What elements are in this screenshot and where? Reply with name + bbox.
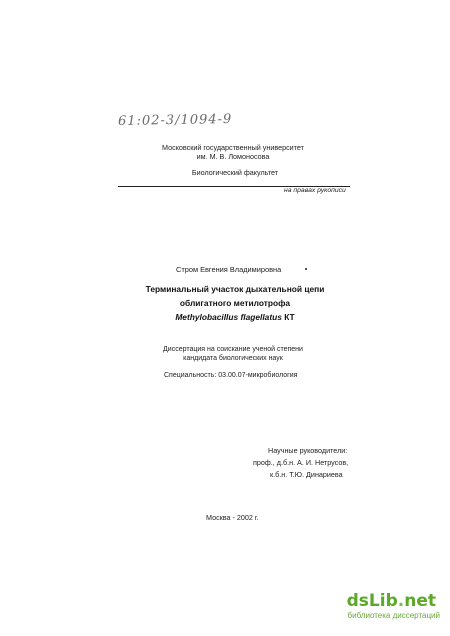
supervisor-2: к.б.н. Т.Ю. Динариева [270, 470, 343, 479]
supervisor-1: проф., д.б.н. А. И. Нетрусов, [253, 458, 349, 467]
logo-tld: net [404, 591, 436, 611]
title-line-2: облигатного метилотрофа [179, 298, 291, 308]
logo-dot: . [397, 591, 405, 611]
title-line-1: Терминальный участок дыхательной цепи [145, 284, 325, 294]
organism-name: Methylobacillus flagellatus [175, 312, 282, 322]
supervisors-heading: Научные руководители: [268, 446, 348, 455]
degree-line-1: Диссертация на соискание ученой степени [163, 346, 303, 353]
dslib-watermark[interactable] [336, 591, 440, 621]
author-name: Стром Евгения Владимировна [176, 265, 282, 274]
dslib-subtitle: библиотека диссертаций [347, 611, 440, 620]
manuscript-note: на правах рукописи [284, 187, 346, 194]
university-honorific: им. М. В. Ломоносова [196, 152, 270, 161]
university-name: Московский государственный университет [162, 143, 304, 152]
title-line-3 [10, 312, 450, 322]
archive-number: 61:02-3/1094-9 [117, 112, 233, 129]
speciality: Специальность: 03.00.07-микробиология [164, 372, 298, 379]
city-year: Москва - 2002 г. [206, 513, 259, 522]
degree-line-2: кандидата биологических наук [183, 355, 283, 362]
faculty-name: Биологический факультет [191, 168, 279, 177]
strain-name: КТ [281, 312, 295, 322]
dslib-logo [336, 592, 436, 610]
speck-mark [305, 268, 307, 270]
logo-main: dsLib [346, 591, 398, 611]
